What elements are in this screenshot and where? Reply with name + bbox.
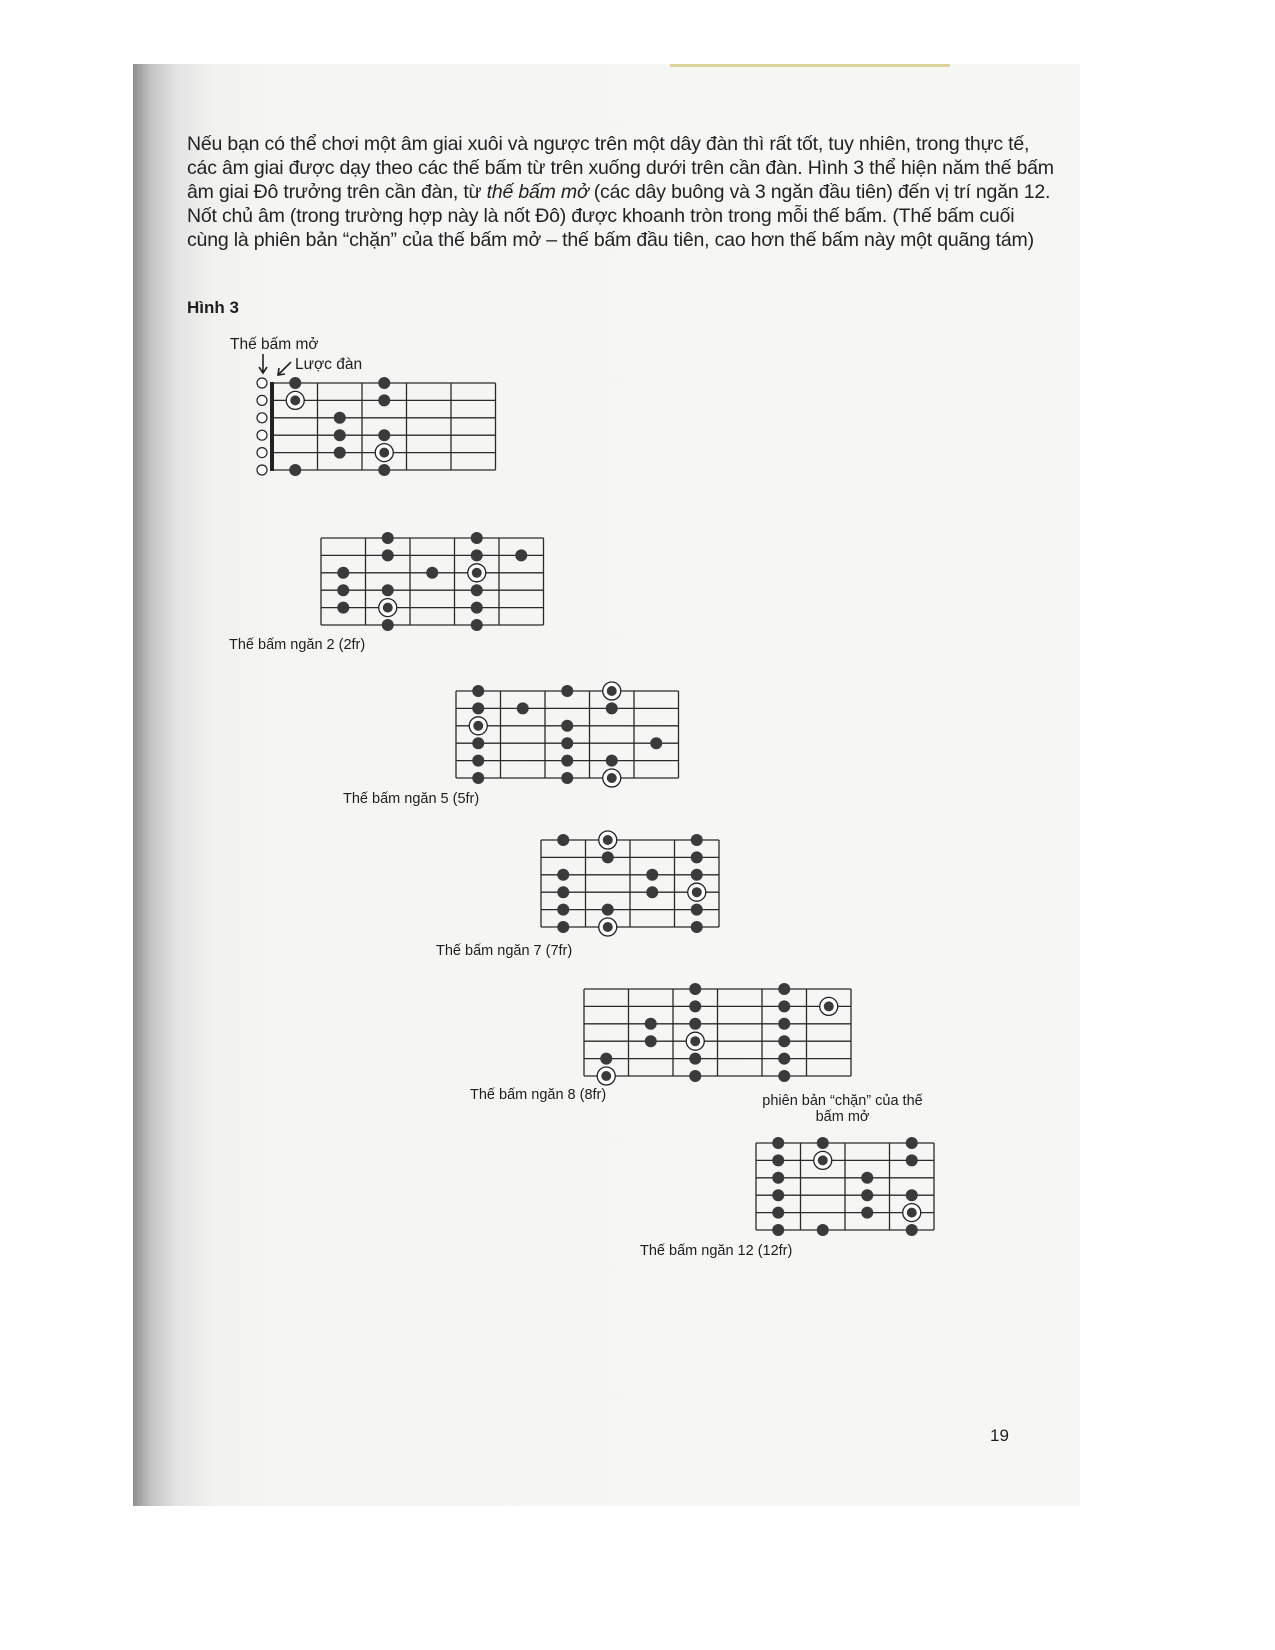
note-dot: [561, 737, 573, 749]
note-dot: [378, 377, 390, 389]
note-dot: [650, 737, 662, 749]
root-note-dot: [818, 1155, 828, 1165]
note-dot: [861, 1172, 873, 1184]
note-dot: [772, 1224, 784, 1236]
intro-paragraph: [187, 132, 1054, 252]
note-dot: [557, 886, 569, 898]
open-position-label: Thế bấm mở: [230, 336, 319, 353]
fretboard-12fr: [755, 1135, 945, 1245]
root-note-dot: [603, 922, 613, 932]
note-dot: [471, 584, 483, 596]
note-dot: [382, 584, 394, 596]
para-line: Nốt chủ âm (trong trường hợp này là nốt Đô) được khoanh tròn trong mỗi thế bấm. (Thế bấm cuối: [187, 205, 1015, 227]
note-dot: [337, 567, 349, 579]
note-dot: [772, 1172, 784, 1184]
note-dot: [778, 1018, 790, 1030]
root-note-dot: [607, 773, 617, 783]
figure-title: Hình 3: [187, 298, 239, 317]
note-dot: [472, 702, 484, 714]
note-dot: [691, 921, 703, 933]
note-dot: [861, 1207, 873, 1219]
diagram-label-5fr: Thế bấm ngăn 5 (5fr): [343, 791, 480, 807]
note-dot: [778, 983, 790, 995]
note-dot: [906, 1224, 918, 1236]
note-dot: [778, 1070, 790, 1082]
barre-version-label: [760, 1093, 925, 1125]
note-dot: [772, 1154, 784, 1166]
note-dot: [778, 1053, 790, 1065]
root-note-dot: [473, 721, 483, 731]
note-dot: [691, 851, 703, 863]
note-dot: [602, 851, 614, 863]
note-dot: [778, 1035, 790, 1047]
para-line: [187, 180, 1051, 204]
diagonal-arrow-icon: [278, 362, 291, 375]
open-string-marker: [257, 430, 267, 440]
open-string-marker: [257, 465, 267, 475]
root-note-dot: [907, 1208, 917, 1218]
fretboard-open: [255, 375, 515, 485]
note-dot: [557, 869, 569, 881]
root-note-dot: [379, 448, 389, 458]
note-dot: [471, 602, 483, 614]
root-note-dot: [290, 395, 300, 405]
note-dot: [289, 464, 301, 476]
note-dot: [561, 720, 573, 732]
note-dot: [689, 1000, 701, 1012]
note-dot: [772, 1137, 784, 1149]
note-dot: [426, 567, 438, 579]
root-note-dot: [601, 1071, 611, 1081]
note-dot: [772, 1207, 784, 1219]
nut-label: Lược đàn: [295, 356, 363, 373]
note-dot: [337, 602, 349, 614]
down-arrow-icon: [259, 354, 267, 373]
root-note-dot: [692, 887, 702, 897]
note-dot: [382, 549, 394, 561]
note-dot: [817, 1224, 829, 1236]
note-dot: [561, 772, 573, 784]
note-dot: [602, 904, 614, 916]
note-dot: [337, 584, 349, 596]
note-dot: [334, 412, 346, 424]
root-note-dot: [607, 686, 617, 696]
para-line: Nếu bạn có thể chơi một âm giai xuôi và ngược trên một dây đàn thì rất tốt, tuy nhiên, trong thực tế,: [187, 133, 1030, 155]
note-dot: [472, 737, 484, 749]
note-dot: [472, 772, 484, 784]
para-line: cùng là phiên bản “chặn” của thế bấm mở – thế bấm đầu tiên, cao hơn thế bấm này một quãng tám): [187, 229, 1034, 251]
note-dot: [645, 1035, 657, 1047]
note-dot: [861, 1189, 873, 1201]
note-dot: [378, 394, 390, 406]
note-dot: [689, 1053, 701, 1065]
fretboard-2fr: [320, 530, 550, 640]
note-dot: [645, 1018, 657, 1030]
note-dot: [772, 1189, 784, 1201]
note-dot: [378, 429, 390, 441]
root-note-dot: [824, 1001, 834, 1011]
note-dot: [289, 377, 301, 389]
para-line: các âm giai được dạy theo các thế bấm từ trên xuống dưới trên cần đàn. Hình 3 thể hiện năm thế bấm: [187, 157, 1054, 179]
note-dot: [561, 685, 573, 697]
note-dot: [471, 532, 483, 544]
page-edge-stripe: [670, 64, 950, 67]
diagram-label-12fr: Thế bấm ngăn 12 (12fr): [640, 1243, 793, 1259]
note-dot: [378, 464, 390, 476]
note-dot: [906, 1137, 918, 1149]
note-dot: [472, 685, 484, 697]
note-dot: [472, 755, 484, 767]
barre-label-line: bấm mở: [815, 1109, 870, 1125]
open-string-marker: [257, 448, 267, 458]
note-dot: [557, 921, 569, 933]
note-dot: [689, 1018, 701, 1030]
note-dot: [691, 834, 703, 846]
text-run: âm giai Đô trưởng trên cần đàn, từ: [187, 181, 487, 203]
note-dot: [689, 1070, 701, 1082]
text-run: (các dây buông và 3 ngăn đầu tiên) đến vị trí ngăn 12.: [588, 181, 1051, 203]
note-dot: [334, 447, 346, 459]
note-dot: [600, 1053, 612, 1065]
note-dot: [515, 549, 527, 561]
note-dot: [606, 755, 618, 767]
root-note-dot: [690, 1036, 700, 1046]
fretboard-7fr: [540, 832, 730, 942]
note-dot: [561, 755, 573, 767]
note-dot: [471, 619, 483, 631]
root-note-dot: [603, 835, 613, 845]
note-dot: [778, 1000, 790, 1012]
fretboard-8fr: [583, 981, 853, 1091]
nut: [270, 382, 274, 471]
diagram-label-2fr: Thế bấm ngăn 2 (2fr): [229, 637, 366, 653]
note-dot: [382, 532, 394, 544]
open-string-marker: [257, 395, 267, 405]
note-dot: [646, 886, 658, 898]
note-dot: [557, 834, 569, 846]
note-dot: [471, 549, 483, 561]
page-number: 19: [990, 1426, 1009, 1445]
note-dot: [691, 904, 703, 916]
note-dot: [906, 1154, 918, 1166]
note-dot: [334, 429, 346, 441]
note-dot: [689, 983, 701, 995]
note-dot: [382, 619, 394, 631]
open-string-marker: [257, 378, 267, 388]
italic-term: thế bấm mở: [486, 181, 589, 203]
note-dot: [817, 1137, 829, 1149]
barre-label-line: phiên bản “chặn” của thế: [762, 1093, 923, 1109]
diagram-label-7fr: Thế bấm ngăn 7 (7fr): [436, 943, 573, 959]
note-dot: [691, 869, 703, 881]
note-dot: [606, 702, 618, 714]
note-dot: [517, 702, 529, 714]
root-note-dot: [472, 568, 482, 578]
note-dot: [557, 904, 569, 916]
note-dot: [906, 1189, 918, 1201]
open-string-marker: [257, 413, 267, 423]
diagram-label-8fr: Thế bấm ngăn 8 (8fr): [470, 1087, 607, 1103]
note-dot: [646, 869, 658, 881]
fretboard-5fr: [455, 683, 675, 793]
root-note-dot: [383, 603, 393, 613]
